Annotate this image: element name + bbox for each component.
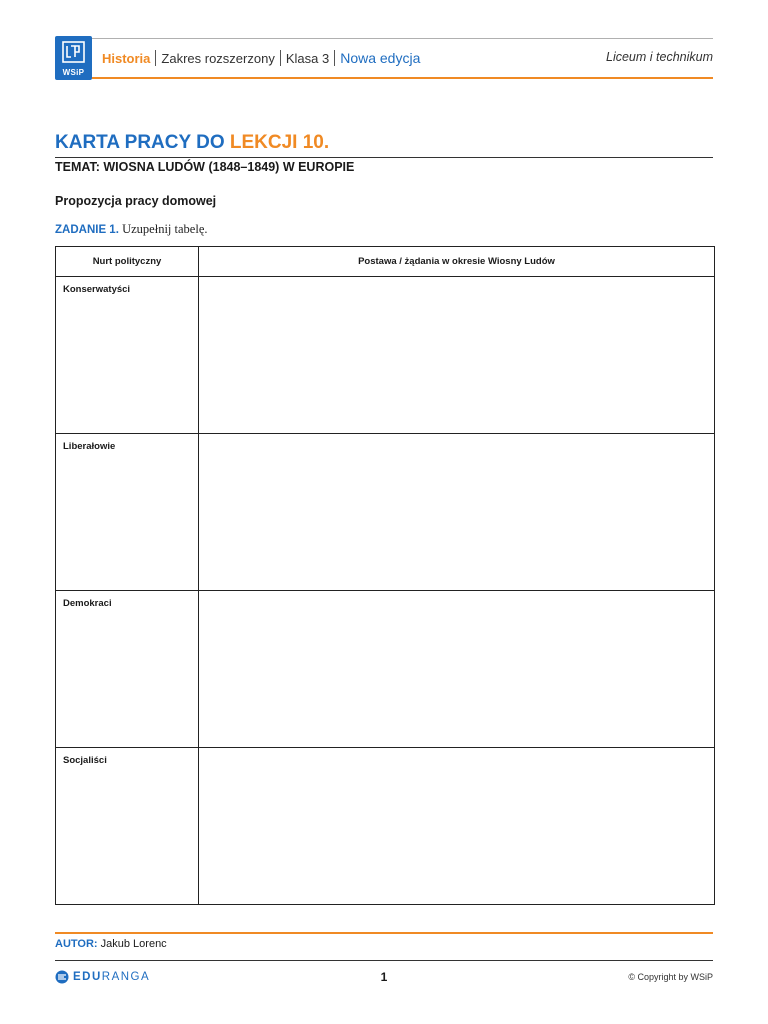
logo-text: WSiP bbox=[62, 68, 85, 77]
table-row bbox=[56, 277, 715, 434]
header-bottom-rule bbox=[92, 77, 713, 79]
row-label: Demokraci bbox=[63, 598, 112, 609]
worksheet-table bbox=[55, 246, 715, 905]
brand-part2: RANGA bbox=[101, 971, 151, 983]
page-title bbox=[55, 132, 329, 154]
footer-bottom-rule bbox=[55, 960, 713, 961]
header-breadcrumb bbox=[102, 48, 420, 68]
column-header-attitude: Postawa / żądania w okresie Wiosny Ludów bbox=[199, 247, 715, 277]
page-number: 1 bbox=[380, 970, 388, 984]
copyright-notice: © Copyright by WSiP bbox=[628, 972, 713, 982]
row-label-cell bbox=[56, 434, 199, 591]
row-label: Konserwatyści bbox=[63, 284, 131, 295]
brand-part1: EDU bbox=[73, 971, 102, 983]
topic-heading: TEMAT: WIOSNA LUDÓW (1848–1849) W EUROPIE bbox=[55, 160, 355, 174]
task-text: Uzupełnij tabelę. bbox=[122, 222, 208, 236]
author-label: AUTOR: bbox=[55, 938, 98, 950]
row-label: Socjaliści bbox=[63, 755, 107, 766]
breadcrumb-separator bbox=[334, 50, 335, 66]
task-label: ZADANIE 1. bbox=[55, 224, 119, 236]
row-label-cell bbox=[56, 277, 199, 434]
title-prefix: KARTA PRACY DO bbox=[55, 132, 225, 153]
table-row bbox=[56, 434, 715, 591]
breadcrumb-separator bbox=[280, 50, 281, 66]
answer-cell[interactable] bbox=[199, 434, 715, 591]
header-top-rule bbox=[92, 38, 713, 39]
author-line bbox=[55, 938, 167, 950]
scope-label: Zakres rozszerzony bbox=[161, 50, 275, 66]
row-label: Liberałowie bbox=[63, 441, 116, 452]
eduranga-icon bbox=[55, 970, 69, 984]
wsip-logo-icon bbox=[62, 41, 85, 63]
title-lesson: LEKCJI 10. bbox=[229, 132, 330, 153]
author-name: Jakub Lorenc bbox=[100, 938, 167, 950]
footer-top-rule bbox=[55, 932, 713, 934]
table-row bbox=[56, 591, 715, 748]
title-rule bbox=[55, 157, 713, 158]
row-label-cell bbox=[56, 748, 199, 905]
answer-cell[interactable] bbox=[199, 748, 715, 905]
row-label-cell bbox=[56, 591, 199, 748]
subject-label: Historia bbox=[102, 50, 151, 66]
section-heading: Propozycja pracy domowej bbox=[55, 194, 217, 208]
answer-cell[interactable] bbox=[199, 277, 715, 434]
column-header-movement: Nurt polityczny bbox=[56, 247, 199, 277]
task-instruction bbox=[55, 222, 208, 237]
eduranga-logo bbox=[55, 970, 150, 984]
breadcrumb-separator bbox=[155, 50, 156, 66]
answer-cell[interactable] bbox=[199, 591, 715, 748]
wsip-logo bbox=[55, 36, 92, 80]
edition-label: Nowa edycja bbox=[340, 50, 421, 66]
table-header-row bbox=[56, 247, 715, 277]
brand-text bbox=[73, 971, 150, 983]
grade-label: Klasa 3 bbox=[285, 50, 330, 66]
school-type-label: Liceum i technikum bbox=[606, 50, 713, 64]
table-row bbox=[56, 748, 715, 905]
